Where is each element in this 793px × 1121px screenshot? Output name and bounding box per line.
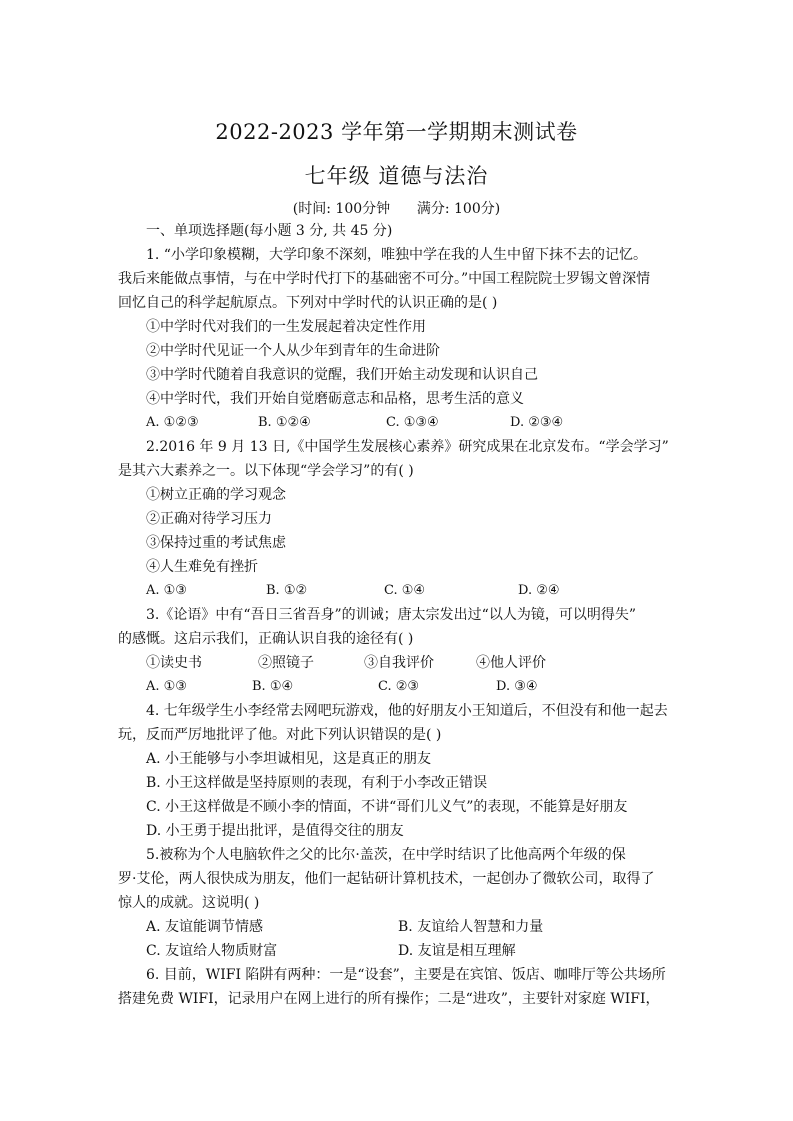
question-3-option-c: C. ②③ (378, 679, 420, 694)
question-6-line-2: 搭建免费 WIFI，记录用户在网上进行的所有操作；二是“进攻”，主要针对家庭 WIFI， (118, 991, 660, 1007)
question-1-statement-1: ①中学时代对我们的一生发展起着决定性作用 (146, 319, 426, 335)
question-5-line-3: 惊人的成就。这说明( ) (118, 895, 260, 911)
question-3-option-d: D. ③④ (496, 679, 538, 694)
question-1-option-c: C. ①③④ (386, 415, 439, 430)
question-2-statement-2: ②正确对待学习压力 (146, 511, 272, 527)
question-1-statement-4: ④中学时代，我们开始自觉磨砺意志和品格，思考生活的意义 (146, 391, 524, 407)
question-2-statement-3: ③保持过重的考试焦虑 (146, 535, 286, 551)
question-4-line-1: 4. 七年级学生小李经常去网吧玩游戏，他的好朋友小王知道后，不但没有和他一起去 (146, 703, 668, 719)
section-heading: 一、单项选择题(每小题 3 分, 共 45 分) (146, 223, 393, 239)
question-2-option-d: D. ②④ (518, 583, 560, 598)
question-4-option-a: A. 小王能够与小李坦诚相见，这是真正的朋友 (146, 751, 432, 767)
question-1-line-1: 1. “小学印象模糊，大学印象不深刻，唯独中学在我的人生中留下抹不去的记忆。 (146, 247, 647, 263)
question-4-option-c: C. 小王这样做是不顾小李的情面，不讲“哥们儿义气”的表现，不能算是好朋友 (146, 799, 628, 815)
question-3-statement-2: ②照镜子 (258, 655, 314, 671)
exam-info: (时间: 100分钟 满分: 100分) (292, 201, 501, 217)
question-2-option-a: A. ①③ (146, 583, 187, 598)
question-3-option-b: B. ①④ (252, 679, 294, 694)
question-4-option-d: D. 小王勇于提出批评，是值得交往的朋友 (146, 823, 404, 839)
question-1-option-b: B. ①②④ (258, 415, 311, 430)
question-4-option-b: B. 小王这样做是坚持原则的表现，有利于小李改正错误 (146, 775, 488, 791)
exam-title: 2022-2023 学年第一学期期末测试卷 (215, 120, 578, 144)
question-2-line-1: 2.2016 年 9 月 13 日,《中国学生发展核心素养》研究成果在北京发布。“学会学习” (146, 439, 669, 455)
question-5-option-b: B. 友谊给人智慧和力量 (398, 919, 544, 935)
question-2-statement-1: ①树立正确的学习观念 (146, 487, 286, 503)
question-1-option-d: D. ②③④ (510, 415, 564, 430)
question-5-option-c: C. 友谊给人物质财富 (146, 943, 278, 959)
question-1-statement-3: ③中学时代随着自我意识的觉醒，我们开始主动发现和认识自己 (146, 367, 538, 383)
question-4-line-2: 玩，反而严厉地批评了他。对此下列认识错误的是( ) (118, 727, 442, 743)
question-6-line-1: 6. 目前，WIFI 陷阱有两种：一是“设套”，主要是在宾馆、饭店、咖啡厅等公共场所 (146, 967, 666, 983)
question-2-statement-4: ④人生难免有挫折 (146, 559, 258, 575)
question-3-statement-3: ③自我评价 (364, 655, 434, 671)
question-5-line-1: 5.被称为个人电脑软件之父的比尔·盖茨，在中学时结识了比他高两个年级的保 (146, 847, 626, 863)
question-2-option-c: C. ①④ (384, 583, 426, 598)
question-3-statement-1: ①读史书 (146, 655, 202, 671)
question-1-option-a: A. ①②③ (146, 415, 199, 430)
question-3-line-1: 3.《论语》中有“吾日三省吾身”的训诫；唐太宗发出过“以人为镜，可以明得失” (146, 607, 636, 623)
question-5-option-d: D. 友谊是相互理解 (398, 943, 516, 959)
question-1-line-2: 我后来能做点事情，与在中学时代打下的基础密不可分。”中国工程院院士罗锡文曾深情 (118, 271, 651, 287)
question-2-option-b: B. ①② (266, 583, 308, 598)
exam-subject: 七年级 道德与法治 (304, 164, 489, 188)
question-3-statement-4: ④他人评价 (476, 655, 546, 671)
question-1-line-3: 回忆自己的科学起航原点。下列对中学时代的认识正确的是( ) (118, 295, 498, 311)
question-3-option-a: A. ①③ (146, 679, 187, 694)
question-2-line-2: 是其六大素养之一。以下体现“学会学习”的有( ) (118, 463, 414, 479)
question-5-option-a: A. 友谊能调节情感 (146, 919, 264, 935)
question-3-line-2: 的感慨。这启示我们，正确认识自我的途径有( ) (118, 631, 414, 647)
question-1-statement-2: ②中学时代见证一个人从少年到青年的生命进阶 (146, 343, 440, 359)
question-5-line-2: 罗·艾伦，两人很快成为朋友，他们一起钻研计算机技术，一起创办了微软公司，取得了 (118, 871, 655, 887)
